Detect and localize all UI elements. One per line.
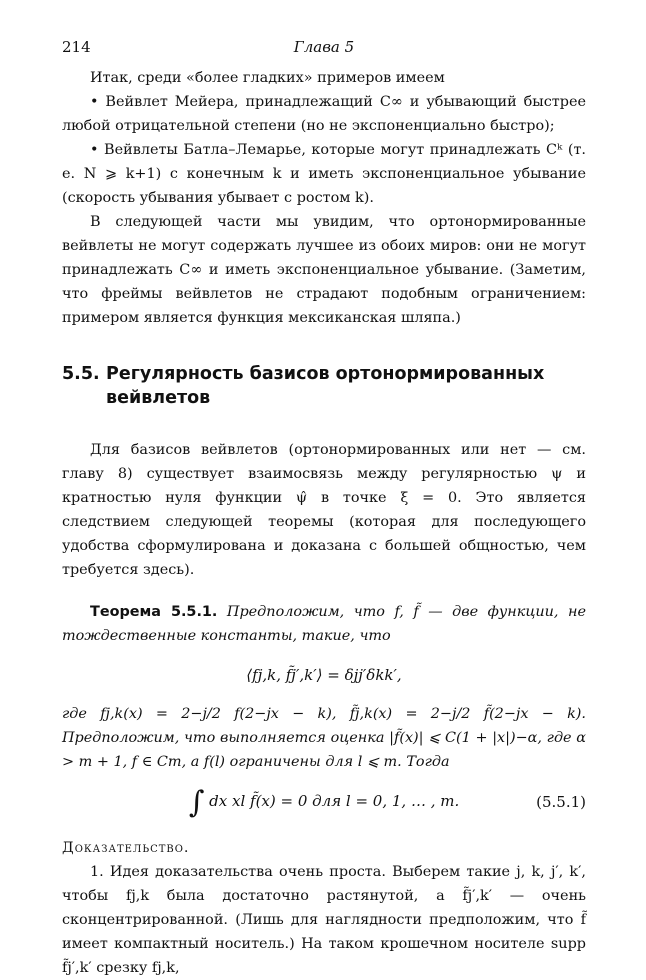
section-number: 5.5.	[62, 364, 100, 384]
chapter-title: Глава 5	[293, 38, 355, 56]
section-title: Регулярность базисов ортонормированных вейвлетов	[106, 364, 545, 408]
equation-orthogonality: ⟨fj,k, f̃j′,k′⟩ = δjj′δkk′,	[246, 666, 402, 684]
page-number: 214	[62, 38, 91, 56]
theorem-statement	[62, 600, 586, 648]
bullet-battle-lemarie: • Вейвлеты Батла–Лемарье, которые могут принадлежать Cᵏ (т. е. N ⩾ k+1) с конечным k и иметь экспоненциальное убывание (скорость убывания убывает с ростом k).	[62, 142, 586, 206]
section-heading	[62, 362, 586, 410]
theorem-label: Теорема 5.5.1.	[90, 604, 218, 620]
page	[62, 38, 586, 980]
running-header	[62, 38, 586, 62]
bullet-meyer: • Вейвлет Мейера, принадлежащий C∞ и убывающий быстрее любой отрицательной степени (но не экспоненциально быстро);	[62, 94, 586, 134]
equation-tag: (5.5.1)	[536, 793, 586, 811]
intro-paragraph: Итак, среди «более гладких» примеров имеем	[90, 70, 445, 86]
proof-label: Доказательство.	[62, 840, 190, 856]
integral-sign: ∫	[188, 785, 205, 820]
theorem-text-2: где fj,k(x) = 2−j/2 f(2−jx − k), f̃j,k(x) = 2−j/2 f̃(2−jx − k). Предположим, что выполняется оценка |f̃(x)| ⩽ C(1 + |x|)−α, где α > m + 1, f ∈ Cm, а f(l) ограничены для l ⩽ m. Тогда	[62, 706, 586, 770]
theorem-text-1: Предположим, что f, f̃ — две функции, не тождественные константы, такие, что	[62, 604, 586, 644]
paragraph-next-part: В следующей части мы увидим, что ортонормированные вейвлеты не могут содержать лучшее из обоих миров: они не могут принадлежать C∞ и иметь экспоненциальное убывание. (Заметим, что фреймы вейвлетов не страдают подобным ограничением: примером является функция мексиканская шляпа.)	[62, 214, 586, 326]
paragraph-regularity: Для базисов вейвлетов (ортонормированных или нет — см. главу 8) существует взаимосвязь между регулярностью ψ и кратностью нуля функции ψ̂ в точке ξ = 0. Это является следствием следующей теоремы (которая для последующего удобства сформулирована и доказана с большей общностью, чем требуется здесь).	[62, 442, 586, 578]
equation-5-5-1	[62, 786, 586, 818]
proof-paragraph: 1. Идея доказательства очень проста. Выберем такие j, k, j′, k′, чтобы fj,k была достаточно растянутой, а f̃j′,k′ — очень сконцентрированной. (Лишь для наглядности предположим, что f̃ имеет компактный носитель.) На таком крошечном носителе supp f̃j′,k′ срезку fj,k,	[62, 864, 586, 976]
equation-5-5-1-body: dx xl f̃(x) = 0 для l = 0, 1, … , m.	[209, 792, 460, 810]
